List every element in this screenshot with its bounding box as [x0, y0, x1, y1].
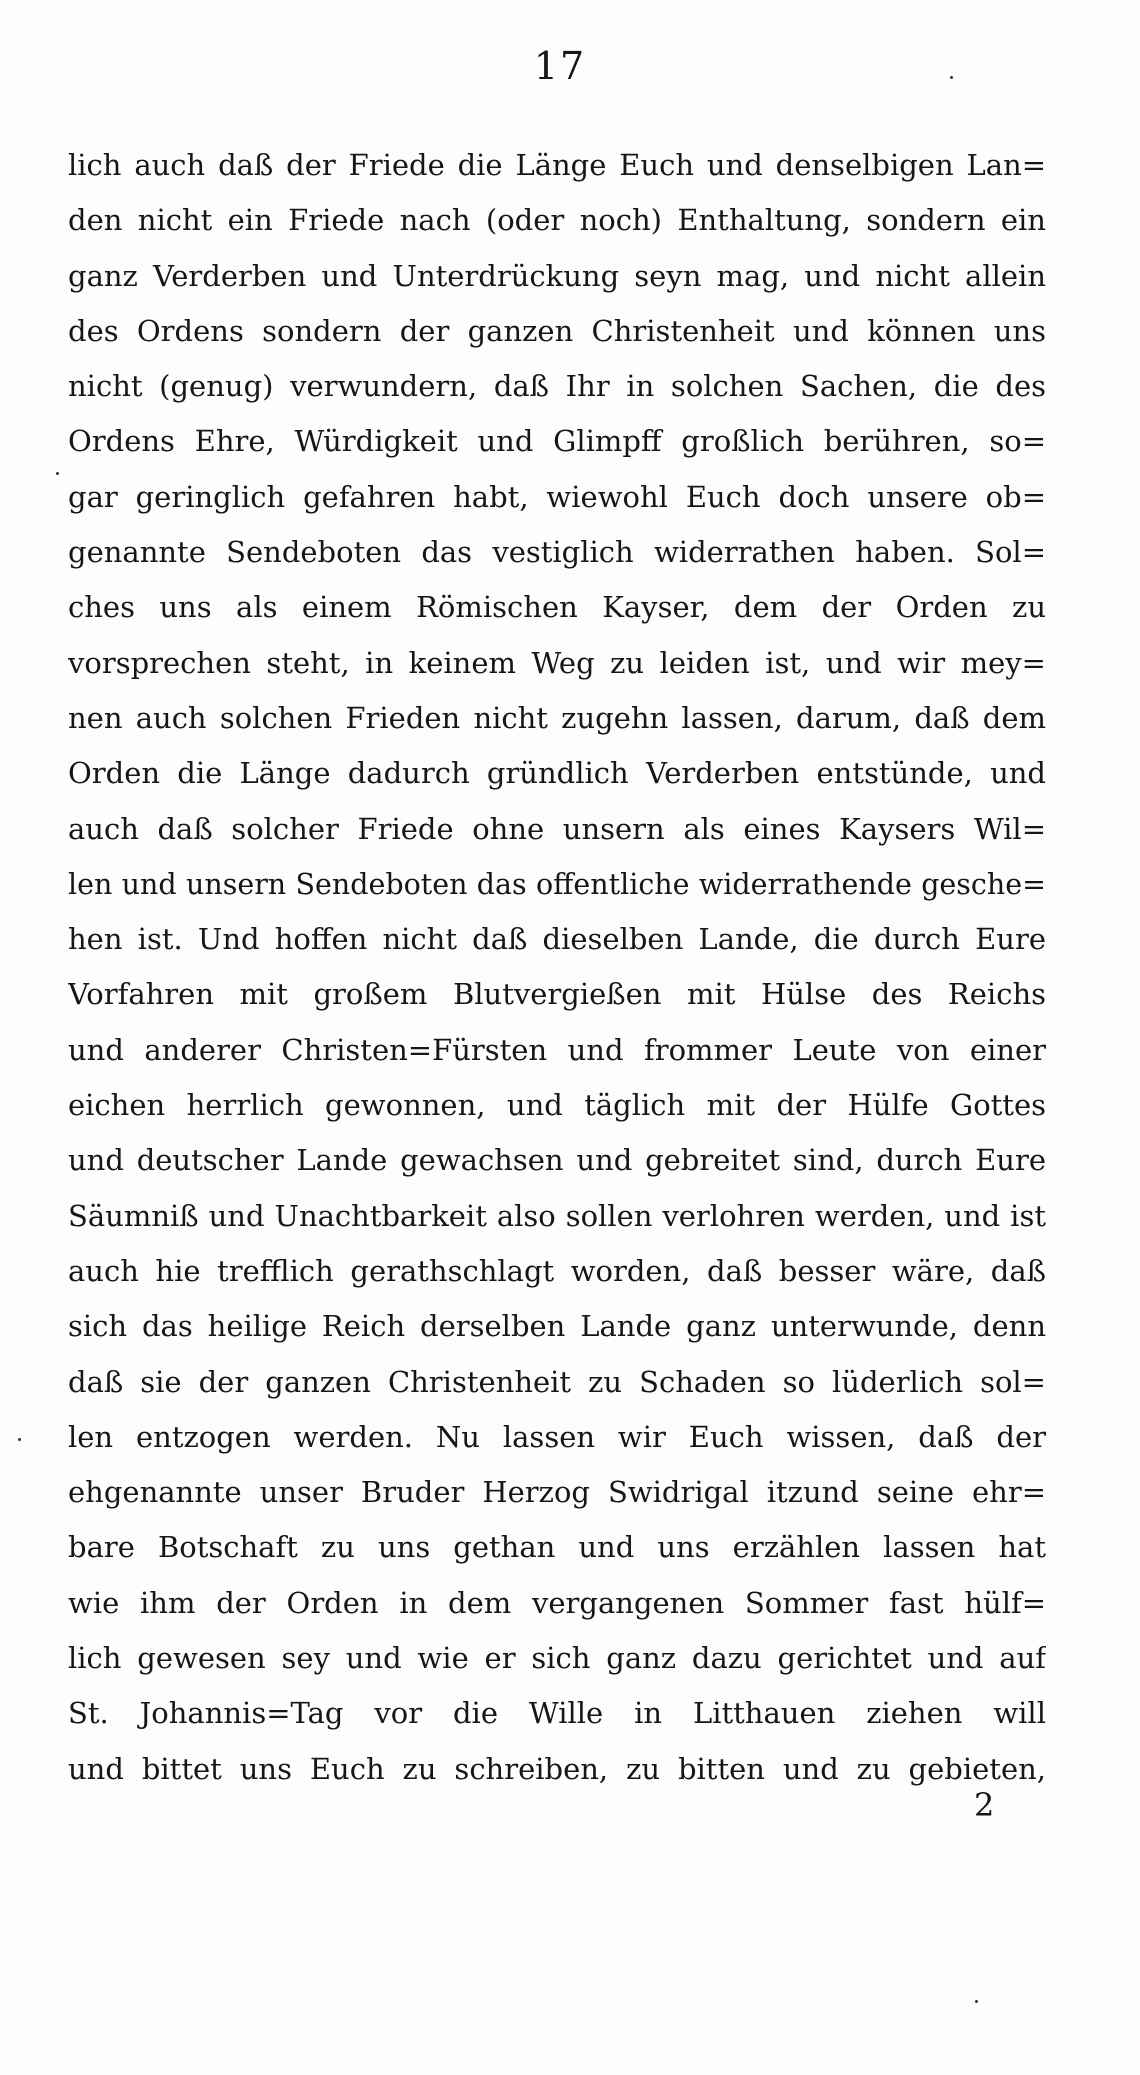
text-line: bare Botschaft zu uns gethan und uns erzählen lassen hat	[68, 1530, 1046, 1565]
text-line: ehgenannte unser Bruder Herzog Swidrigal itzund seine ehr=	[68, 1475, 1046, 1510]
page-number: 17	[533, 44, 587, 88]
text-line: hen ist. Und hoffen nicht daß dieselben Lande, die durch Eure	[68, 922, 1046, 957]
text-line: auch daß solcher Friede ohne unsern als eines Kaysers Wil=	[68, 811, 1046, 846]
text-line: gar geringlich gefahren habt, wiewohl Euch doch unsere ob=	[68, 479, 1046, 514]
text-line: Vorfahren mit großem Blutvergießen mit Hülse des Reichs	[68, 977, 1046, 1012]
text-line: wie ihm der Orden in dem vergangenen Sommer fast hülf=	[68, 1585, 1046, 1620]
print-speck	[975, 2000, 978, 2003]
print-speck	[18, 1438, 21, 1441]
text-line: vorsprechen steht, in keinem Weg zu leiden ist, und wir mey=	[68, 645, 1046, 680]
print-speck	[56, 472, 59, 475]
text-line: ganz Verderben und Unterdrückung seyn mag, und nicht allein	[68, 258, 1046, 293]
text-line: sich das heilige Reich derselben Lande ganz unterwunde, denn	[68, 1309, 1046, 1344]
text-line: nicht (genug) verwundern, daß Ihr in solchen Sachen, die des	[68, 369, 1046, 404]
text-line: len und unsern Sendeboten das offentliche widerrathende gesche=	[68, 867, 1046, 901]
text-line: len entzogen werden. Nu lassen wir Euch wissen, daß der	[68, 1419, 1046, 1454]
text-line: auch hie trefflich gerathschlagt worden, daß besser wäre, daß	[68, 1253, 1046, 1288]
text-line: lich auch daß der Friede die Länge Euch und denselbigen Lan=	[68, 148, 1046, 182]
text-line: Orden die Länge dadurch gründlich Verderben entstünde, und	[68, 756, 1046, 791]
text-line: und anderer Christen=Fürsten und frommer Leute von einer	[68, 1032, 1046, 1067]
text-line: und bittet uns Euch zu schreiben, zu bitten und zu gebieten,	[68, 1751, 1046, 1786]
text-line: eichen herrlich gewonnen, und täglich mit der Hülfe Gottes	[68, 1088, 1046, 1123]
signature-mark: 2	[974, 1786, 995, 1824]
text-line: genannte Sendeboten das vestiglich widerrathen haben. Sol=	[68, 535, 1046, 570]
text-line: des Ordens sondern der ganzen Christenheit und können uns	[68, 313, 1046, 348]
text-line: Säumniß und Unachtbarkeit also sollen verlohren werden, und ist	[68, 1198, 1046, 1233]
text-line: lich gewesen sey und wie er sich ganz dazu gerichtet und auf	[68, 1641, 1046, 1676]
text-line: nen auch solchen Frieden nicht zugehn lassen, darum, daß dem	[68, 700, 1046, 735]
text-line: und deutscher Lande gewachsen und gebreitet sind, durch Eure	[68, 1143, 1046, 1178]
body-text	[68, 138, 1046, 1797]
text-line: den nicht ein Friede nach (oder noch) Enthaltung, sondern ein	[68, 203, 1046, 238]
text-line: daß sie der ganzen Christenheit zu Schaden so lüderlich sol=	[68, 1364, 1046, 1399]
text-line: Ordens Ehre, Würdigkeit und Glimpff großlich berühren, so=	[68, 424, 1046, 459]
text-line: ches uns als einem Römischen Kayser, dem der Orden zu	[68, 590, 1046, 625]
print-speck	[950, 76, 953, 79]
text-line: St. Johannis=Tag vor die Wille in Litthauen ziehen will	[68, 1696, 1046, 1731]
